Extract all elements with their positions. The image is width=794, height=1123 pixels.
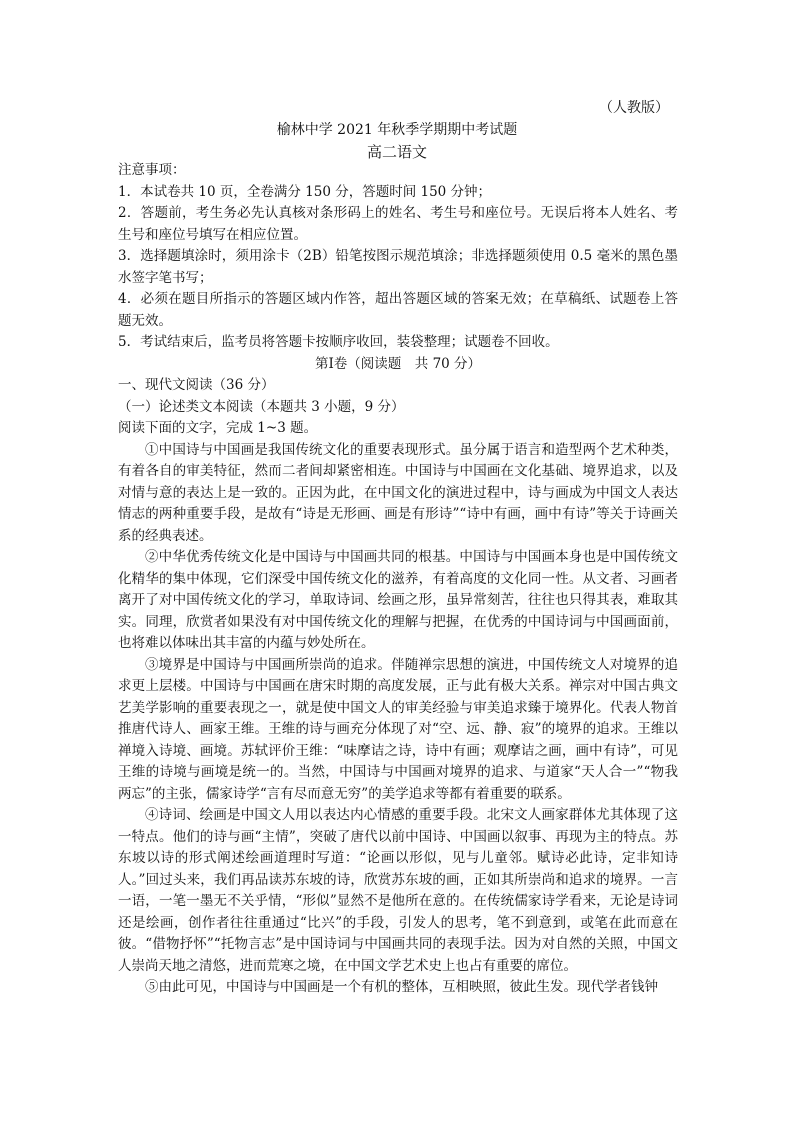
exam-subject: 高二语文 [366,143,427,161]
paragraph-4: ④诗词、绘画是中国文人用以表达内心情感的重要手段。北宋文人画家群体尤其体现了这一特点。他们的诗与画“主情”，突破了唐代以前中国诗、中国画以叙事、再现为主的特点。苏东坡以诗的形式阐述绘画道理时写道：“论画以形似，见与儿童邻。赋诗必此诗，定非知诗人。”回过头来，我们再品读苏东坡的诗，欣赏苏东坡的画，正如其所崇尚和追求的境界。一言一语，一笔一墨无不关乎情，“形似”显然不是他所在意的。在传统儒家诗学看来，无论是诗词还是绘画，创作者往往重通过“比兴”的手段，引发人的思考，笔不到意到，或笔在此而意在彼。“借物抒怀”“托物言志”是中国诗词与中国画共同的表现手法。因为对自然的关照，中国文人崇尚天地之清悠，进而荒寒之境，在中国文学艺术史上也占有重要的席位。 [118,807,678,974]
part-heading: 第Ⅰ卷（阅读题 共 70 分） [314,355,482,372]
paragraph-5: ⑤由此可见，中国诗与中国画是一个有机的整体，互相映照，彼此生发。现代学者钱钟 [145,979,658,995]
edition-label: （人教版） [599,100,669,116]
exam-body [118,160,678,999]
note-item-4: 4．必须在题目所指示的答题区域内作答，超出答题区域的答案无效；在草稿纸、试题卷上答题无效。 [118,291,678,329]
reading-instruction: 阅读下面的文字，完成 1~3 题。 [118,420,318,436]
notes-heading: 注意事项： [118,162,186,178]
paragraph-1: ①中国诗与中国画是我国传统文化的重要表现形式。虽分属于语言和造型两个艺术种类，有着各自的审美特征，然而二者间却紧密相连。中国诗与中国画在文化基础、境界追求，以及对情与意的表达上是一致的。正因为此，在中国文化的演进过程中，诗与画成为中国文人表达情志的两种重要手段，是故有“诗是无形画、画是有形诗”“诗中有画，画中有诗”等关于诗画关系的经典表述。 [118,441,678,544]
note-item-3: 3．选择题填涂时，须用涂卡（2B）铅笔按图示规范填涂；非选择题须使用 0.5 毫米的黑色墨水签字笔书写； [118,248,678,286]
note-item-5: 5．考试结束后，监考员将答题卡按顺序收回，装袋整理；试题卷不回收。 [118,334,559,350]
paragraph-2: ②中华优秀传统文化是中国诗与中国画共同的根基。中国诗与中国画本身也是中国传统文化精华的集中体现，它们深受中国传统文化的滋养，有着高度的文化同一性。从文者、习画者离开了对中国传统文化的学习，单取诗词、绘画之形，虽异常刻苦，往往也只得其表，难取其实。同理，欣赏者如果没有对中国传统文化的理解与把握，在优秀的中国诗词与中国画面前，也将难以体味出其丰富的内蕴与妙处所在。 [118,549,678,651]
note-item-1: 1．本试卷共 10 页，全卷满分 150 分，答题时间 150 分钟； [118,183,492,200]
subsection-heading: （一）论述类文本阅读（本题共 3 小题，9 分） [118,398,405,415]
paragraph-3: ③境界是中国诗与中国画所崇尚的追求。伴随禅宗思想的演进，中国传统文人对境界的追求更上层楼。中国诗与中国画在唐宋时期的高度发展，正与此有极大关系。禅宗对中国古典文艺美学影响的重要表现之一，就是使中国文人的审美经验与审美追求臻于境界化。代表人物首推唐代诗人、画家王维。王维的诗与画充分体现了对“空、远、静、寂”的境界的追求。王维以禅境入诗境、画境。苏轼评价王维：“味摩诘之诗，诗中有画；观摩诘之画，画中有诗”，可见王维的诗境与画境是统一的。当然，中国诗与中国画对境界的追求、与道家“天人合一”“物我两忘”的主张，儒家诗学“言有尽而意无穷”的美学追求等都有着重要的联系。 [118,656,678,802]
note-item-2: 2．答题前，考生务必先认真核对条形码上的姓名、考生号和座位号。无误后将本人姓名、考生号和座位号填写在相应位置。 [118,205,678,243]
exam-title: 榆林中学 2021 年秋季学期期中考试题 [276,122,518,138]
section-heading: 一、现代文阅读（36 分） [118,377,275,393]
